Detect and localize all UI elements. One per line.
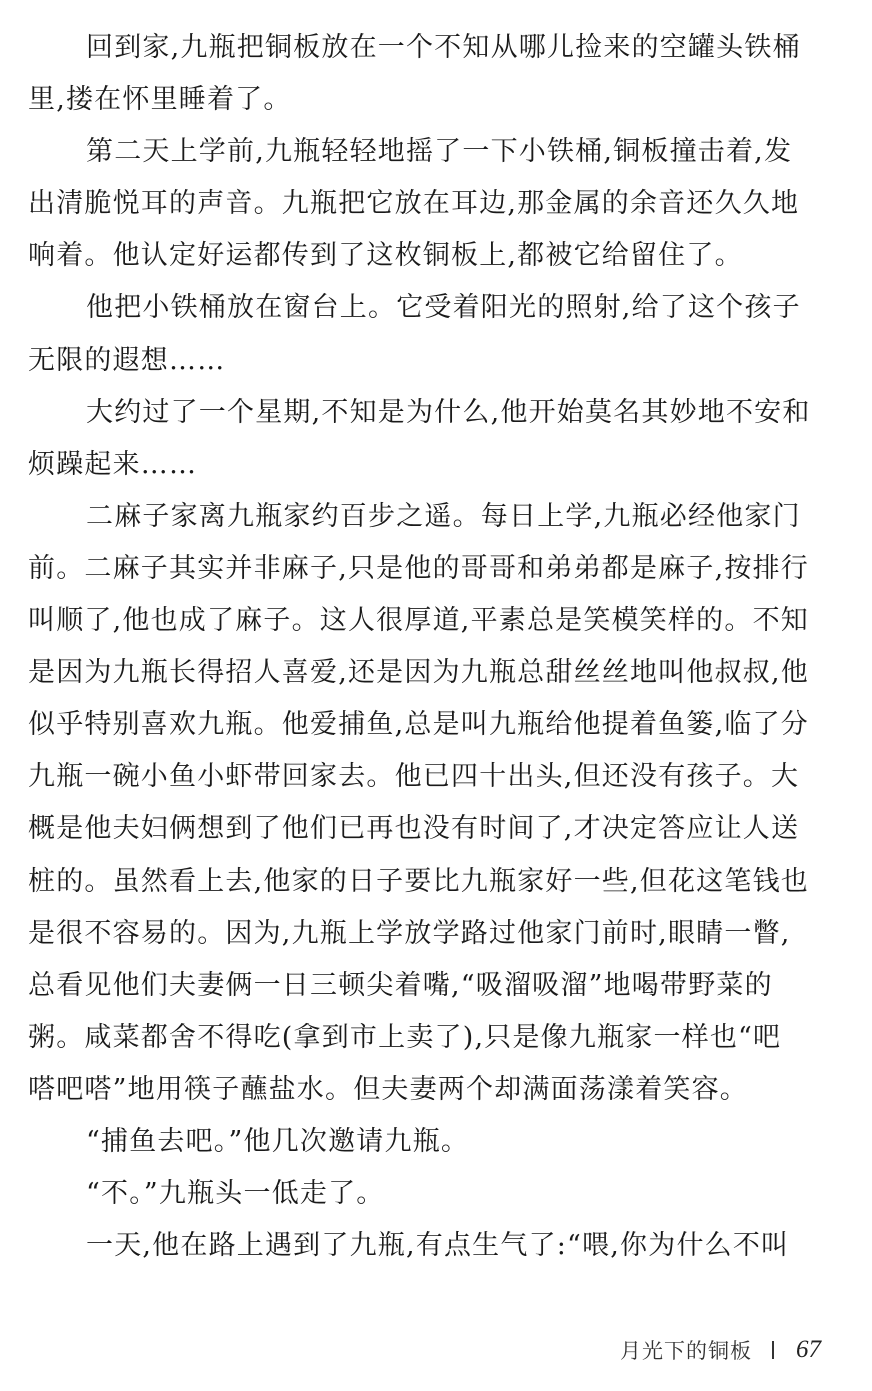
text-line: 是很不容易的。因为,九瓶上学放学路过他家门前时,眼睛一瞥, (28, 917, 791, 949)
text-line: 大约过了一个星期,不知是为什么,他开始莫名其妙地不安和 (86, 396, 811, 428)
text-line: 出清脆悦耳的声音。九瓶把它放在耳边,那金属的余音还久久地 (28, 188, 800, 220)
text-line: 叫顺了,他也成了麻子。这人很厚道,平素总是笑模笑样的。不知 (28, 605, 809, 637)
body-text (28, 22, 844, 1272)
text-line: 第二天上学前,九瓶轻轻地摇了一下小铁桶,铜板撞击着,发 (86, 136, 793, 168)
page-footer (620, 1333, 821, 1367)
text-line: 他把小铁桶放在窗台上。它受着阳光的照射,给了这个孩子 (86, 292, 801, 324)
text-line: 总看见他们夫妻俩一日三顿尖着嘴,“吸溜吸溜”地喝带野菜的 (28, 969, 773, 1001)
text-line: 嗒吧嗒”地用筷子蘸盐水。但夫妻两个却满面荡漾着笑容。 (28, 1073, 749, 1105)
text-line: 烦躁起来…… (28, 448, 198, 480)
text-line: 二麻子家离九瓶家约百步之遥。每日上学,九瓶必经他家门 (86, 500, 801, 532)
text-line: 概是他夫妇俩想到了他们已再也没有时间了,才决定答应让人送 (28, 813, 800, 845)
text-line: 是因为九瓶长得招人喜爱,还是因为九瓶总甜丝丝地叫他叔叔,他 (28, 657, 809, 689)
text-line: 回到家,九瓶把铜板放在一个不知从哪儿捡来的空罐头铁桶 (86, 32, 801, 63)
text-line: “捕鱼去吧。”他几次邀请九瓶。 (86, 1125, 470, 1157)
text-line: 前。二麻子其实并非麻子,只是他的哥哥和弟弟都是麻子,按排行 (28, 552, 809, 584)
text-line: “不。”九瓶头一低走了。 (86, 1178, 385, 1210)
footer-divider (772, 1341, 774, 1359)
text-line: 里,搂在怀里睡着了。 (28, 84, 292, 116)
text-line: 响着。他认定好运都传到了这枚铜板上,都被它给留住了。 (28, 240, 743, 272)
text-line: 一天,他在路上遇到了九瓶,有点生气了:“喂,你为什么不叫 (86, 1230, 790, 1262)
text-line: 无限的遐想…… (28, 344, 226, 376)
text-line: 九瓶一碗小鱼小虾带回家去。他已四十出头,但还没有孩子。大 (28, 761, 800, 793)
page-number: 67 (796, 1336, 821, 1363)
text-line: 似乎特别喜欢九瓶。他爱捕鱼,总是叫九瓶给他提着鱼篓,临了分 (28, 709, 809, 741)
running-title: 月光下的铜板 (620, 1339, 752, 1363)
text-line: 粥。咸菜都舍不得吃(拿到市上卖了),只是像九瓶家一样也“吧 (28, 1021, 782, 1053)
text-line: 桩的。虽然看上去,他家的日子要比九瓶家好一些,但花这笔钱也 (28, 865, 809, 897)
